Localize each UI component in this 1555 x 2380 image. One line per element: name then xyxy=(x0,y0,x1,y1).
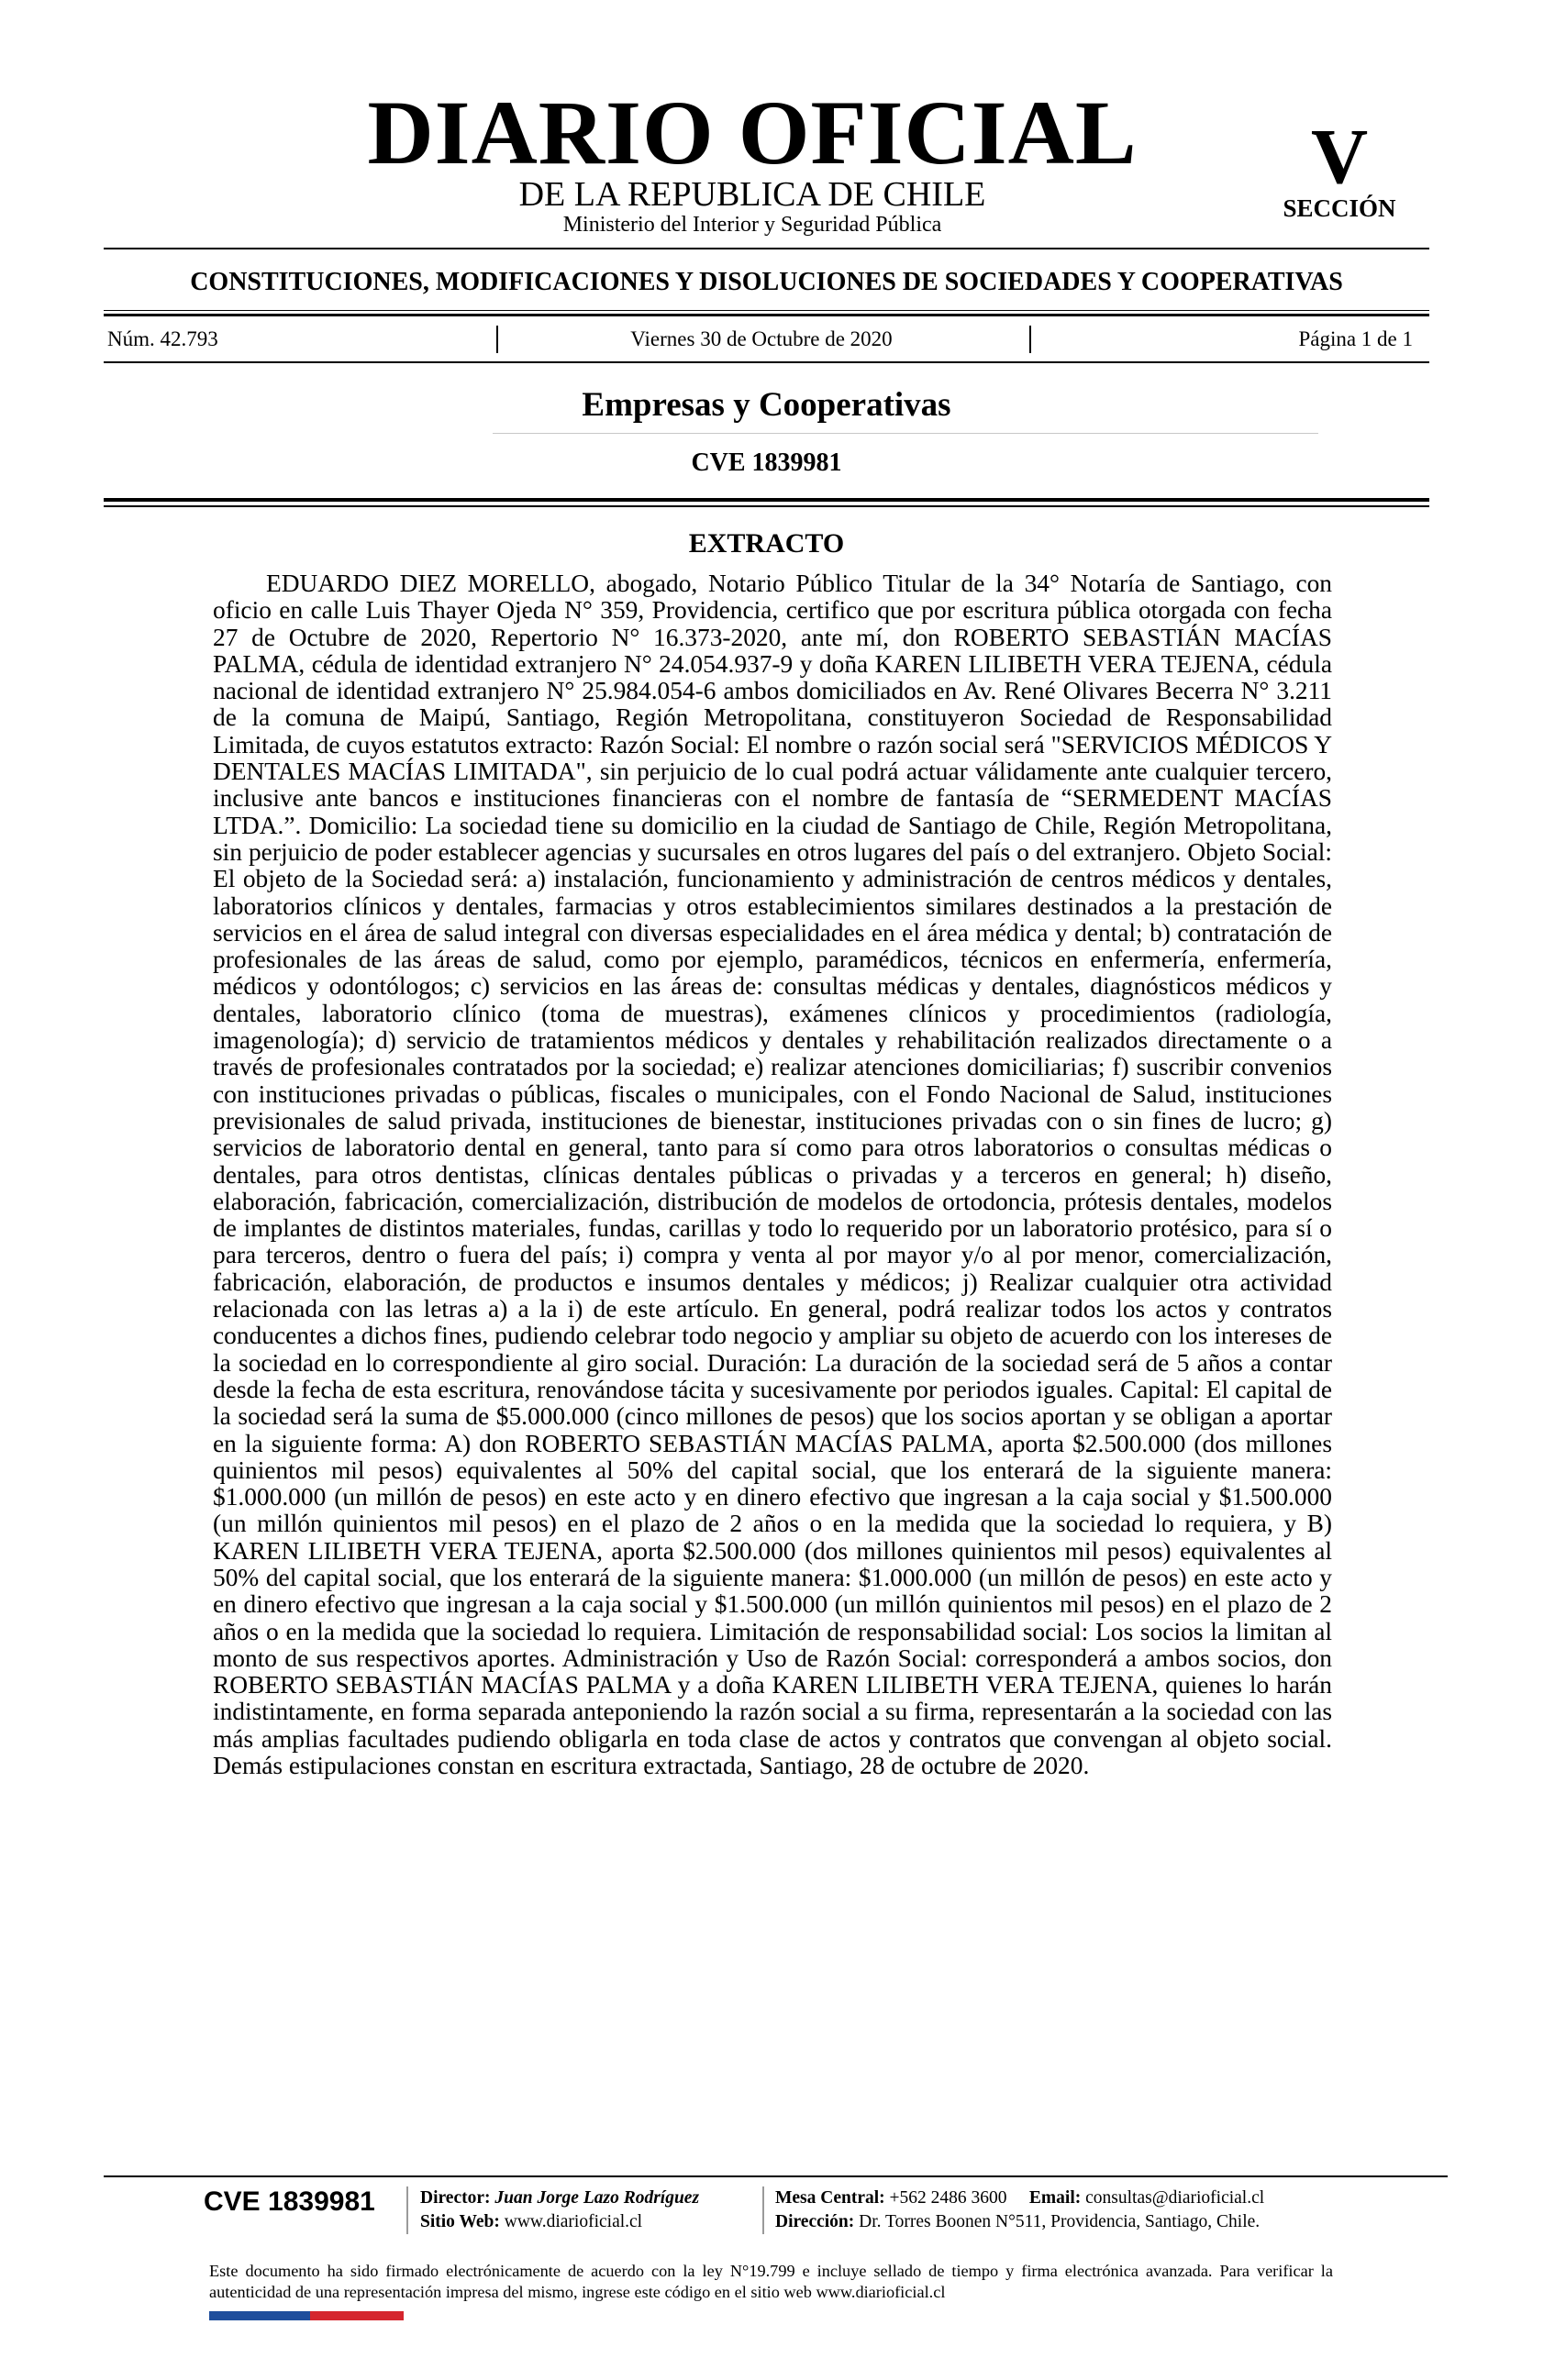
cve-rule-thin xyxy=(104,505,1429,507)
footer-website xyxy=(420,2211,642,2233)
phone-label: Mesa Central: xyxy=(775,2188,885,2208)
footer-address xyxy=(775,2211,1260,2233)
info-separator xyxy=(1029,326,1031,353)
section-letter: V xyxy=(1310,112,1369,200)
section-heading: CONSTITUCIONES, MODIFICACIONES Y DISOLUCIONES DE SOCIEDADES Y COOPERATIVAS xyxy=(190,268,1343,296)
footer-director xyxy=(420,2187,699,2209)
footer-rule xyxy=(104,2175,1448,2177)
issue-date: Viernes 30 de Octubre de 2020 xyxy=(630,327,893,350)
cve-code: CVE 1839981 xyxy=(691,448,842,477)
extract-body: EDUARDO DIEZ MORELLO, abogado, Notario Público Titular de la 34° Notaría de Santiago, con oficio en calle Luis Thayer Ojeda N° 359, Providencia, certifico que por escritura pública otorgada con fecha 27 de Octubre de 2020, Repertorio N° 16.373-2020, ante mí, don ROBERTO SEBASTIÁN MACÍAS PALMA, cédula de identidad extranjero N° 24.054.937-9 y doña KAREN LILIBETH VERA TEJENA, cédula nacional de identidad extranjero N° 25.984.054-6 ambos domiciliados en Av. René Olivares Becerra N° 3.211 de la comuna de Maipú, Santiago, Región Metropolitana, constituyeron Sociedad de Responsabilidad Limitada, de cuyos estatutos extracto: Razón Social: El nombre o razón social será "SERVICIOS MÉDICOS Y DENTALES MACÍAS LIMITADA", sin perjuicio de lo cual podrá actuar válidamente ante cualquier tercero, inclusive ante bancos e instituciones financieras con el nombre de fantasía de “SERMEDENT MACÍAS LTDA.”. Domicilio: La sociedad tiene su domicilio en la ciudad de Santiago de Chile, Región Metropolitana, sin perjuicio de poder establecer agencias y sucursales en otros lugares del país o del extranjero. Objeto Social: El objeto de la Sociedad será: a) instalación, funcionamiento y administración de centros médicos y dentales, laboratorios clínicos y dentales, farmacias y otros establecimientos similares destinados a la prestación de servicios en el área de salud integral con diversas especialidades en el área médica y dental; b) contratación de profesionales de las áreas de salud, como por ejemplo, paramédicos, técnicos en enfermería, enfermería, médicos y odontólogos; c) servicios en las áreas de: consultas médicas y dentales, diagnósticos médicos y dentales, laboratorio clínico (toma de muestras), exámenes clínicos y procedimientos (radiología, imagenología); d) servicio de tratamientos médicos y dentales y rehabilitación realizados directamente o a través de profesionales contratados por la sociedad; e) realizar atenciones domiciliarias; f) suscribir convenios con instituciones privadas o públicas, fiscales o municipales, con el Fondo Nacional de Salud, instituciones previsionales de salud privada, instituciones de bienestar, instituciones privadas con o sin fines de lucro; g) servicios de laboratorio dental en general, tanto para sí como para otros laboratorios o consultas médicas o dentales, para otros dentistas, clínicas dentales públicas o privadas y a terceros en general; h) diseño, elaboración, fabricación, comercialización, distribución de modelos de ortodoncia, prótesis dentales, modelos de implantes de distintos materiales, fundas, carillas y todo lo requerido por un laboratorio protésico, para sí o para terceros, dentro o fuera del país; i) compra y venta al por mayor y/o al por menor, comercialización, fabricación, elaboración, de productos e insumos dentales y médicos; j) Realizar cualquier otra actividad relacionada con las letras a) a la i) de este artículo. En general, podrá realizar todos los actos y contratos conducentes a dichos fines, pudiendo celebrar todo negocio y ampliar su objeto de acuerdo con los intereses de la sociedad en lo correspondiente al giro social. Duración: La duración de la sociedad será de 5 años a contar desde la fecha de esta escritura, renovándose tácita y sucesivamente por periodos iguales. Capital: El capital de la sociedad será la suma de $5.000.000 (cinco millones de pesos) que los socios aportan y se obligan a aportar en la siguiente forma: A) don ROBERTO SEBASTIÁN MACÍAS PALMA, aporta $2.500.000 (dos millones quinientos mil pesos) equivalentes al 50% del capital social, que los enterará de la siguiente manera: $1.000.000 (un millón de pesos) en este acto y en dinero efectivo que ingresan a la caja social y $1.500.000 (un millón quinientos mil pesos) en el plazo de 2 años o en la medida que la sociedad lo requiera, y B) KAREN LILIBETH VERA TEJENA, aporta $2.500.000 (dos millones quinientos mil pesos) equivalentes al 50% del capital social, que los enterará de la siguiente manera: $1.000.000 (un millón de pesos) en este acto y en dinero efectivo que ingresan a la caja social y $1.500.000 (un millón quinientos mil pesos) en el plazo de 2 años o en la medida que la sociedad lo requiera. Limitación de responsabilidad social: Los socios la limitan al monto de sus respectivos aportes. Administración y Uso de Razón Social: corresponderá a ambos socios, don ROBERTO SEBASTIÁN MACÍAS PALMA y a doña KAREN LILIBETH VERA TEJENA, quienes lo harán indistintamente, en forma separada anteponiendo la razón social a su firma, representarán a la sociedad con las más amplias facultades pudiendo obligarla en toda clase de actos y contratos que convengan al objeto social. Demás estipulaciones constan en escritura extractada, Santiago, 28 de octubre de 2020. xyxy=(213,570,1332,1780)
footer-separator xyxy=(406,2186,408,2234)
newspaper-subtitle: DE LA REPUBLICA DE CHILE xyxy=(518,175,986,214)
director-label: Director: xyxy=(420,2188,491,2208)
info-rule xyxy=(104,361,1429,363)
newspaper-title: DIARIO OFICIAL xyxy=(367,82,1138,183)
masthead-rule xyxy=(104,248,1429,249)
flag-bar-red xyxy=(310,2311,404,2320)
director-name: Juan Jorge Lazo Rodríguez xyxy=(494,2188,700,2208)
phone-value: +562 2486 3600 xyxy=(889,2188,1007,2208)
flag-bar-blue xyxy=(209,2311,310,2320)
website-label: Sitio Web: xyxy=(420,2212,500,2231)
footer-cve: CVE 1839981 xyxy=(204,2186,375,2217)
address-value: Dr. Torres Boonen N°511, Providencia, Santiago, Chile. xyxy=(859,2212,1261,2231)
info-separator xyxy=(496,326,498,353)
page-indicator: Página 1 de 1 xyxy=(1298,327,1413,350)
ministry-line: Ministerio del Interior y Seguridad Pública xyxy=(562,213,942,237)
email-link[interactable]: consultas@diarioficial.cl xyxy=(1085,2188,1265,2208)
footer-separator xyxy=(762,2186,764,2234)
footer-legal-note: Este documento ha sido firmado electrónicamente de acuerdo con la ley N°19.799 e incluye sellado de tiempo y firma electrónica avanzada. Para verificar la autenticidad de una representación impresa del mismo, ingrese este código en el sitio web www.diarioficial.cl xyxy=(209,2262,1333,2301)
category-rule xyxy=(493,433,1318,434)
footer-phone-email xyxy=(775,2187,1264,2209)
heading-rule-thick xyxy=(104,314,1429,316)
email-label: Email: xyxy=(1028,2188,1082,2208)
category-title: Empresas y Cooperativas xyxy=(582,386,951,424)
heading-rule-thin xyxy=(104,310,1429,311)
address-label: Dirección: xyxy=(775,2212,855,2231)
issue-number: Núm. 42.793 xyxy=(107,327,218,350)
cve-rule-thick xyxy=(104,498,1429,502)
document-title: EXTRACTO xyxy=(688,528,845,559)
section-word: SECCIÓN xyxy=(1283,194,1396,222)
website-link[interactable]: www.diarioficial.cl xyxy=(504,2212,643,2231)
